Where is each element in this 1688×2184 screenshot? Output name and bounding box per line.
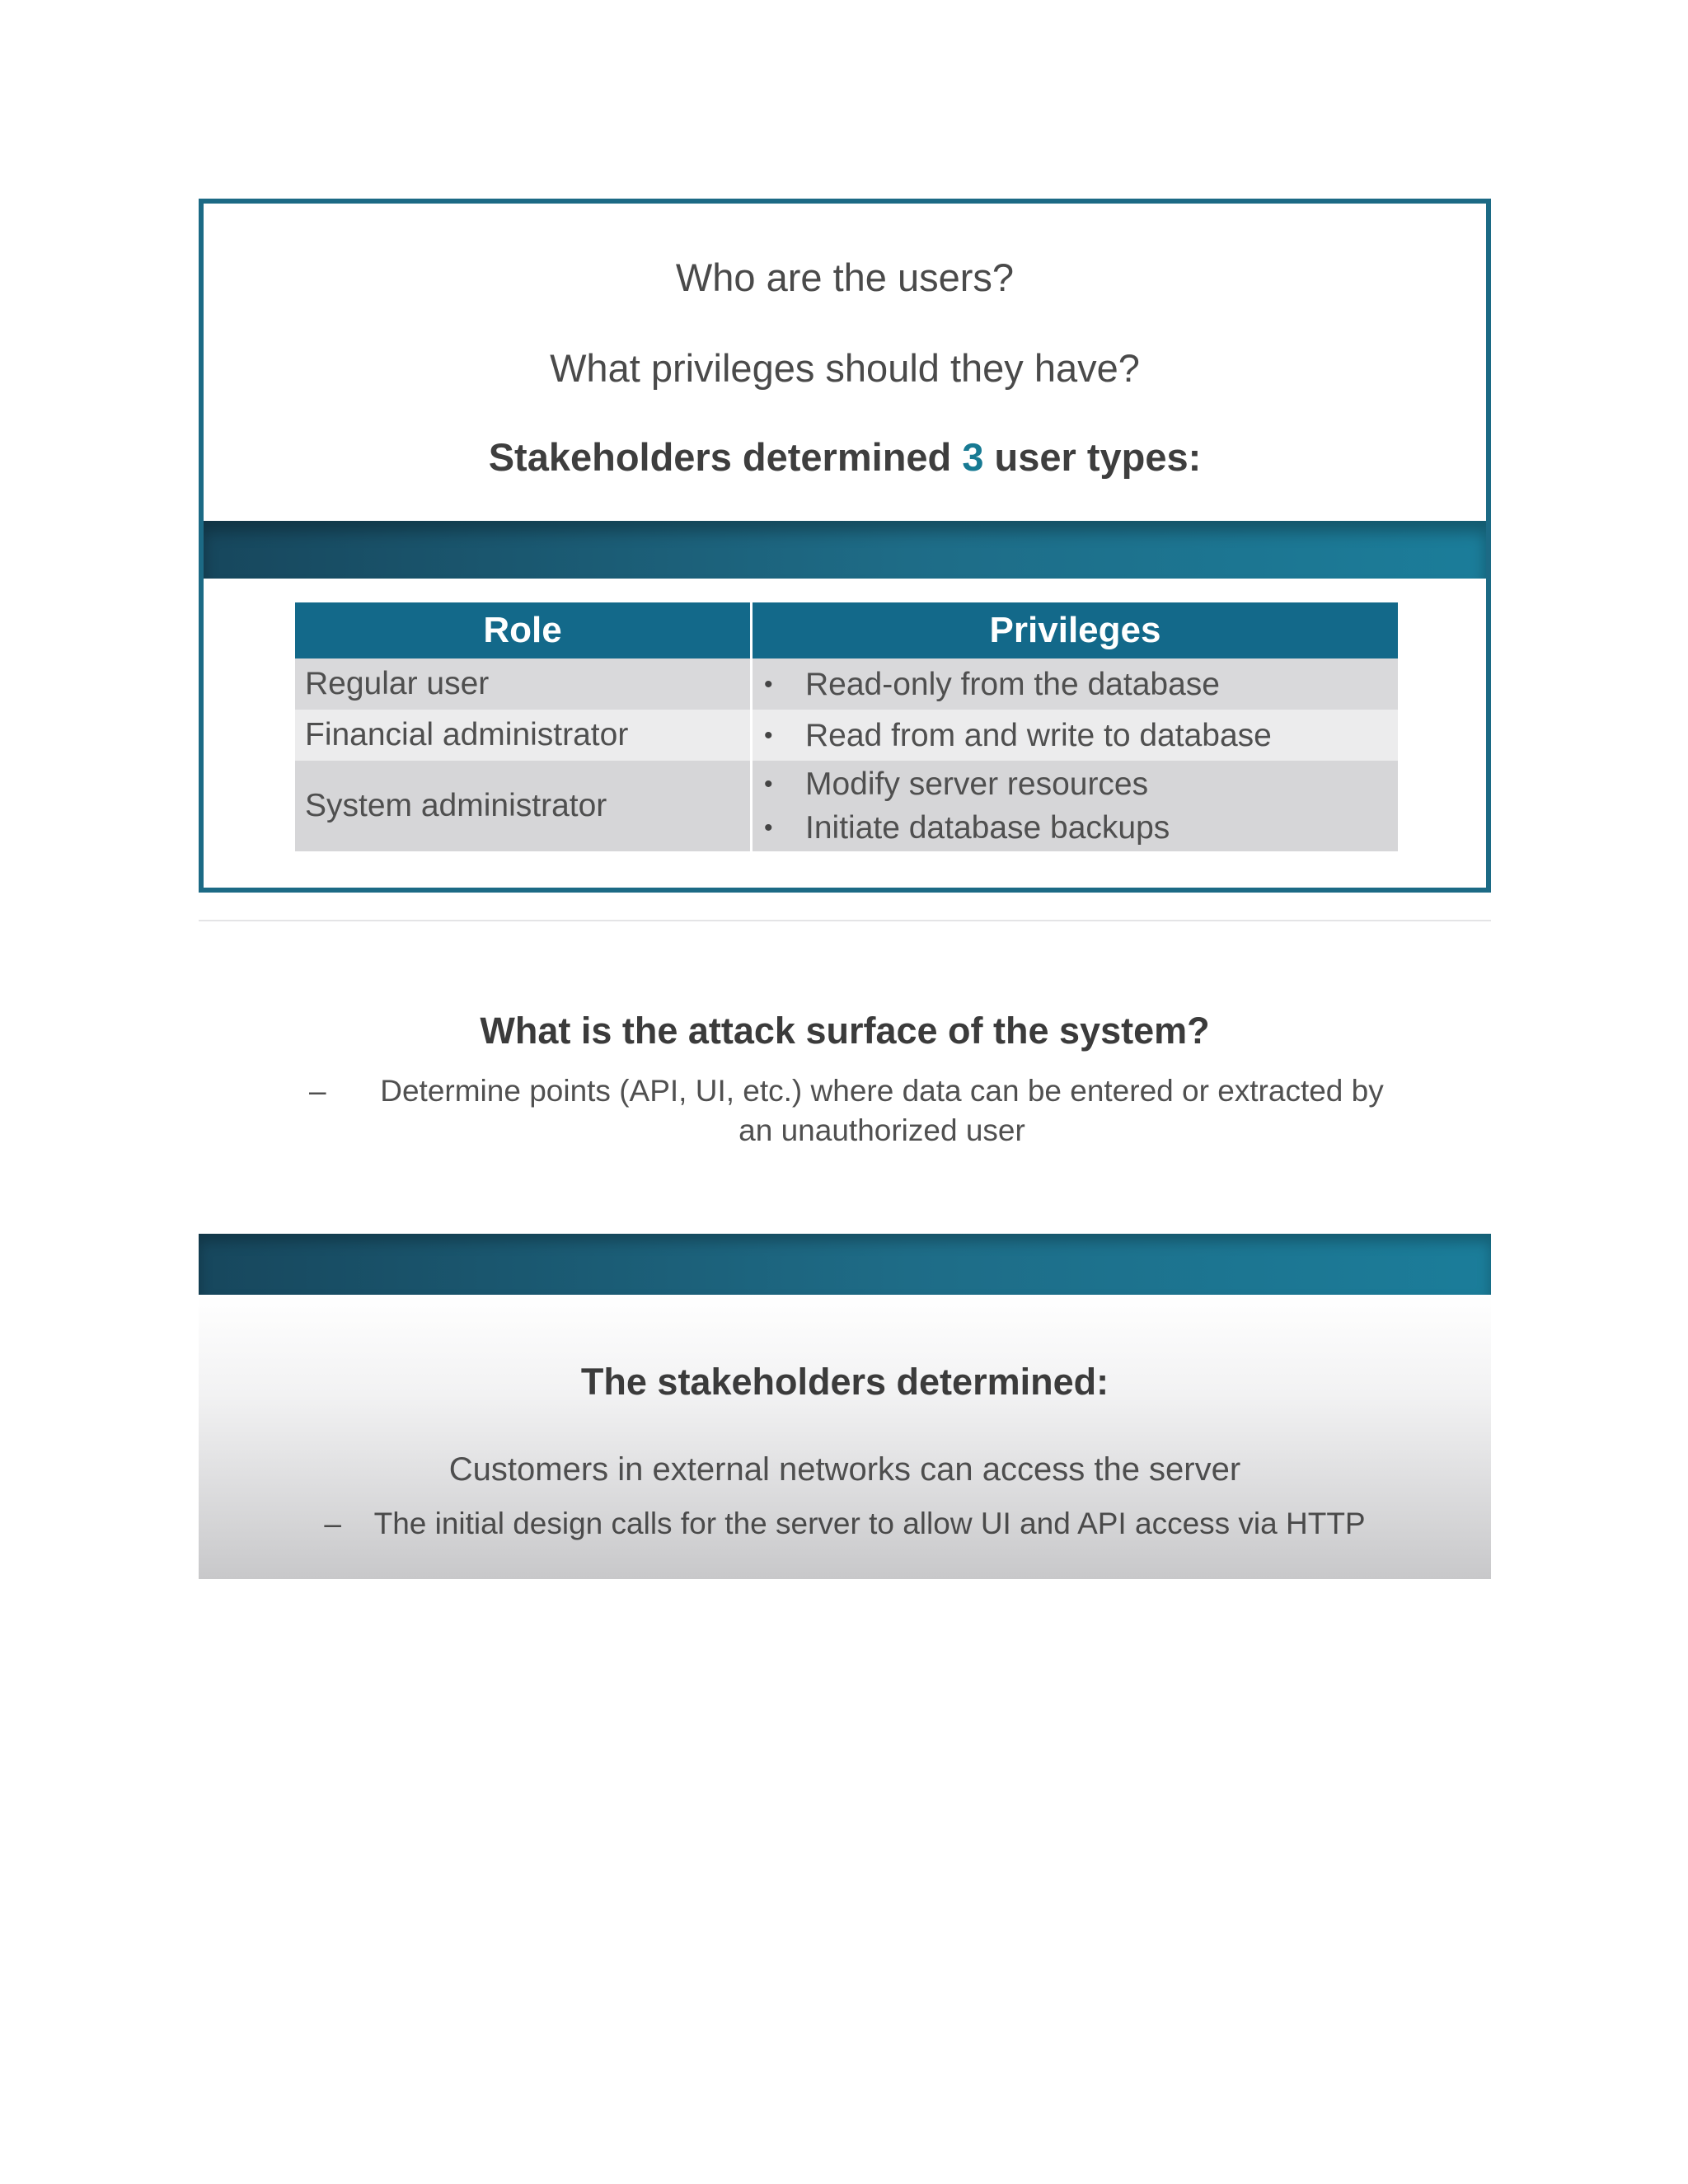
stakeholders-line2 (199, 1507, 1491, 1541)
bullet-icon: • (764, 814, 773, 841)
stakeholders-panel (199, 1295, 1491, 1579)
privilege-text: Read from and write to database (805, 717, 1272, 753)
privilege-text: Modify server resources (805, 766, 1149, 802)
dash-icon: – (309, 1074, 326, 1108)
role-cell: Regular user (295, 658, 752, 710)
privilege-text: Initiate database backups (805, 810, 1170, 846)
role-cell: Financial administrator (295, 710, 752, 761)
bullet-icon: • (764, 771, 773, 798)
users-slide (199, 199, 1491, 893)
privilege-list (762, 762, 1388, 850)
privilege-item (762, 806, 1388, 850)
privilege-text: Read-only from the database (805, 666, 1220, 702)
privilege-item (762, 714, 1388, 757)
attack-item-line1: Determine points (API, UI, etc.) where data can be entered or extracted by (380, 1074, 1384, 1108)
role-cell: System administrator (295, 761, 752, 851)
header-privileges: Privileges (752, 602, 1399, 658)
stakeholders-line1: Customers in external networks can access the server (448, 1451, 1241, 1488)
privilege-list (762, 663, 1388, 706)
privileges-cell (752, 710, 1399, 761)
table-row (295, 761, 1398, 851)
stakeholders-title: The stakeholders determined: (580, 1361, 1109, 1403)
dash-icon: – (324, 1507, 341, 1540)
section-divider (199, 920, 1491, 921)
user-type-count: 3 (962, 435, 984, 479)
privileges-cell (752, 761, 1399, 851)
attack-surface-item (297, 1071, 1467, 1151)
question-privileges: What privileges should they have? (550, 346, 1140, 390)
privilege-item (762, 762, 1388, 806)
slide-divider-band (199, 1234, 1491, 1295)
roles-privileges-table (295, 602, 1398, 851)
attack-item-line2: an unauthorized user (738, 1113, 1025, 1147)
privilege-item (762, 663, 1388, 706)
stakeholders-heading (204, 434, 1486, 480)
privileges-cell (752, 658, 1399, 710)
table-row (295, 710, 1398, 761)
stakeholders-line2-text: The initial design calls for the server to allow UI and API access via HTTP (373, 1507, 1366, 1540)
question-users: Who are the users? (675, 255, 1015, 299)
stakeholders-prefix: Stakeholders determined (488, 435, 952, 479)
header-role: Role (295, 602, 752, 658)
privilege-list (762, 714, 1388, 757)
table-row (295, 658, 1398, 710)
attack-surface-title: What is the attack surface of the system? (480, 1010, 1210, 1052)
bullet-icon: • (764, 721, 773, 749)
stakeholders-suffix: user types: (994, 435, 1202, 479)
questions-panel (204, 204, 1486, 521)
table-header-row (295, 602, 1398, 658)
slide-divider-band (204, 521, 1486, 579)
bullet-icon: • (764, 670, 773, 698)
